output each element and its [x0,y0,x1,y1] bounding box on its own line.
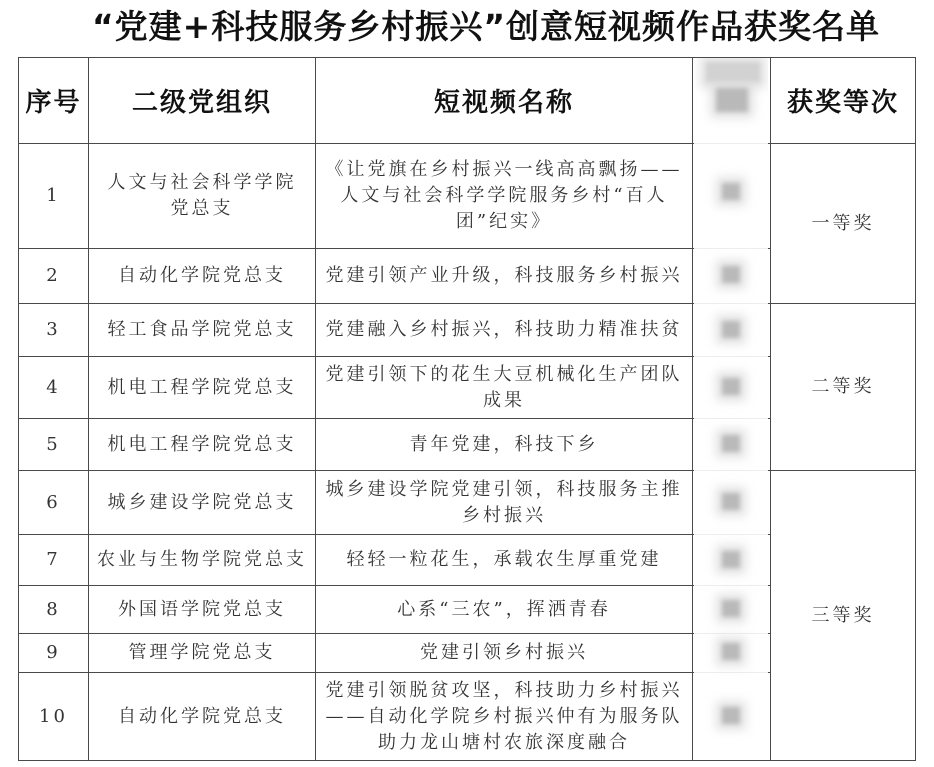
video-title-cell: 城乡建设学院党建引领，科技服务主推乡村振兴 [316,471,693,535]
index-cell: 8 [19,586,89,634]
index-cell: 9 [19,634,89,673]
video-title-cell: 党建引领乡村振兴 [316,634,693,673]
award-cell-second: 二等奖 [771,304,916,471]
index-cell: 3 [19,304,89,357]
blur-patch [722,435,740,452]
org-cell: 城乡建设学院党总支 [89,471,316,535]
org-cell: 管理学院党总支 [89,634,316,673]
org-cell: 自动化学院党总支 [89,673,316,761]
header-award: 获奖等次 [771,58,916,144]
blur-patch [722,600,740,617]
blur-patch [716,88,748,112]
video-title-cell: 党建引领产业升级，科技服务乡村振兴 [316,249,693,304]
header-index: 序号 [19,58,89,144]
video-title-cell: 党建融入乡村振兴，科技助力精准扶贫 [316,304,693,357]
blur-patch [722,321,740,338]
award-cell-first: 一等奖 [771,144,916,304]
org-cell: 自动化学院党总支 [89,249,316,304]
blur-patch [722,378,740,395]
org-cell: 机电工程学院党总支 [89,357,316,419]
index-cell: 10 [19,673,89,761]
award-table [18,57,916,761]
index-cell: 1 [19,144,89,249]
video-title-cell: 青年党建，科技下乡 [316,419,693,471]
video-title-cell: 《让党旗在乡村振兴一线高高飘扬——人文与社会科学学院服务乡村“百人团”纪实》 [316,144,693,249]
award-cell-third: 三等奖 [771,471,916,761]
header-video-title: 短视频名称 [316,58,693,144]
table-header-row [19,58,916,144]
index-cell: 7 [19,535,89,586]
org-cell: 农业与生物学院党总支 [89,535,316,586]
blur-patch [706,62,760,82]
index-cell: 2 [19,249,89,304]
page-title: “党建+科技服务乡村振兴”创意短视频作品获奖名单 [91,7,881,46]
blur-patch [722,551,740,568]
blur-patch [722,183,740,200]
redacted-column-blur [694,58,768,759]
video-title-cell: 党建引领下的花生大豆机械化生产团队成果 [316,357,693,419]
org-cell: 机电工程学院党总支 [89,419,316,471]
table-row [19,304,916,357]
index-cell: 5 [19,419,89,471]
blur-patch [722,707,740,724]
header-org: 二级党组织 [89,58,316,144]
org-cell: 轻工食品学院党总支 [89,304,316,357]
org-cell: 人文与社会科学学院党总支 [89,144,316,249]
blur-patch [722,266,740,283]
table-row [19,471,916,535]
org-cell: 外国语学院党总支 [89,586,316,634]
blur-patch [722,493,740,510]
video-title-cell: 轻轻一粒花生，承载农生厚重党建 [316,535,693,586]
index-cell: 4 [19,357,89,419]
video-title-cell: 党建引领脱贫攻坚，科技助力乡村振兴——自动化学院乡村振兴仲有为服务队助力龙山塘村农旅深度融合 [316,673,693,761]
index-cell: 6 [19,471,89,535]
table-row [19,144,916,249]
video-title-cell: 心系“三农”，挥洒青春 [316,586,693,634]
blur-patch [722,643,740,660]
